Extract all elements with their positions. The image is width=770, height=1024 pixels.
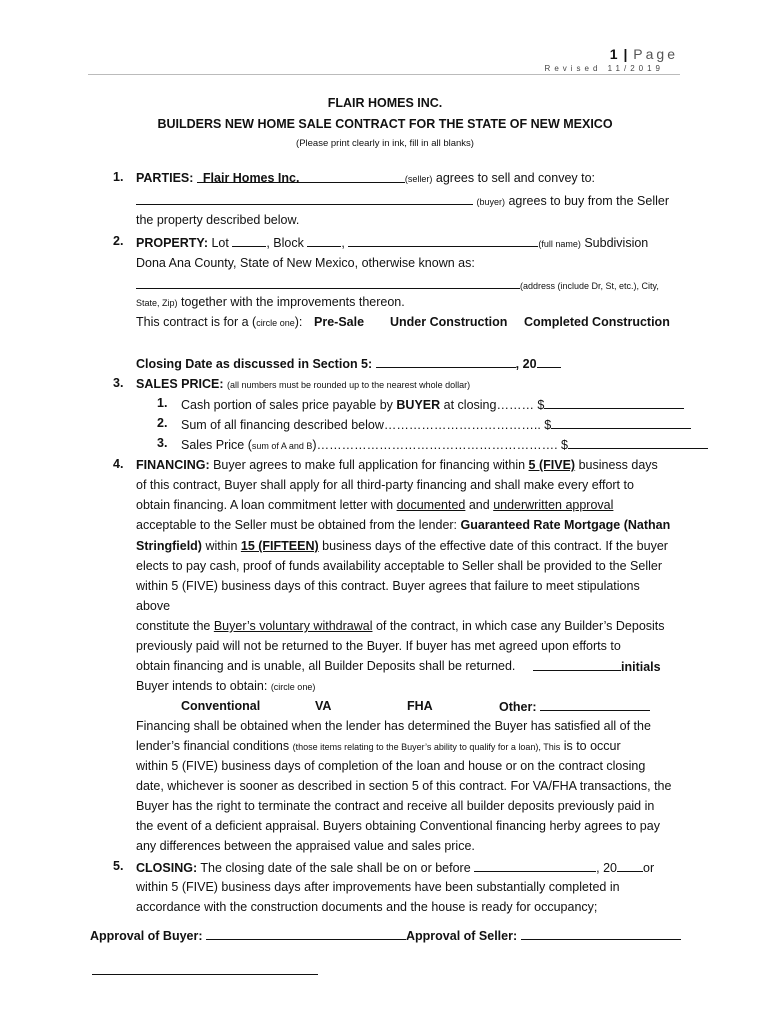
financing-text-3c: and: [465, 498, 494, 512]
option-under-construction[interactable]: Under Construction: [390, 315, 508, 329]
voluntary-withdrawal-underlined: Buyer’s voluntary withdrawal: [213, 619, 373, 633]
financing-line-10: previously paid will not be returned to the Buyer. If buyer has met agreed upon efforts to: [136, 639, 621, 653]
seller-approval-field[interactable]: [521, 927, 681, 940]
initials-label: initials: [621, 660, 661, 674]
block-label: , Block: [266, 236, 304, 250]
buyer-bold: BUYER: [396, 398, 441, 412]
sales-price-note: (all numbers must be rounded up to the nearest whole dollar): [227, 380, 471, 390]
buyer-tag: (buyer): [476, 197, 505, 207]
address-field[interactable]: [136, 276, 520, 289]
financing-line-13: Financing shall be obtained when the lender has determined the Buyer has satisfied all of the: [136, 719, 651, 733]
sales-item-1-text-b: at closing……… $: [440, 398, 545, 412]
section-2-number: 2.: [113, 234, 124, 248]
initials-line: [533, 658, 661, 675]
subdivision-name-field[interactable]: [348, 234, 538, 247]
seller-name-field[interactable]: [197, 170, 405, 183]
comma: ,: [341, 236, 345, 250]
financing-line-2: of this contract, Buyer shall apply for all third-party financing and shall make every effort to: [136, 478, 634, 492]
section-4-number: 4.: [113, 457, 124, 471]
financing-line-9: [136, 618, 665, 634]
parties-heading: PARTIES:: [136, 171, 194, 185]
financing-line-14: [136, 738, 621, 755]
closing-on-or-before-field[interactable]: [474, 859, 596, 872]
revised-date: Revised 11/2019: [544, 64, 664, 73]
financing-text-9a: constitute the: [136, 619, 214, 633]
page-number-header: [610, 46, 678, 62]
sales-price-heading: SALES PRICE:: [136, 377, 224, 391]
section-3-number: 3.: [113, 376, 124, 390]
footer-rule: [92, 974, 318, 975]
lender-name: Guaranteed Rate Mortgage (Nathan: [460, 518, 671, 532]
sales-item-1-text: Cash portion of sales price payable by: [181, 398, 397, 412]
financing-line-1: [136, 457, 658, 473]
loan-option-fha[interactable]: FHA: [407, 699, 433, 713]
sales-item-2: [181, 416, 691, 433]
buyer-name-field[interactable]: [136, 192, 473, 205]
page-number: 1: [609, 46, 619, 62]
financing-text-1c: business days: [575, 458, 658, 472]
sales-item-3-text-b: )…………………………………………………. $: [312, 438, 568, 452]
financing-line-8: above: [136, 599, 171, 613]
financing-line-18: the event of a deficient appraisal. Buyers obtaining Conventional financing herby agrees to pay: [136, 819, 660, 833]
closing-line-1: [136, 859, 654, 876]
section-1-number: 1.: [113, 170, 124, 184]
section-5-number: 5.: [113, 859, 124, 873]
improvements-text: together with the improvements thereon.: [181, 295, 405, 309]
financing-sum-field[interactable]: [551, 416, 691, 429]
block-field[interactable]: [307, 234, 341, 247]
page-separator: |: [623, 46, 629, 62]
closing-line-3: accordance with the construction documents and the house is ready for occupancy;: [136, 900, 598, 914]
sales-item-1: [181, 396, 684, 413]
financing-line-7: within 5 (FIVE) business days of this contract. Buyer agrees that failure to meet stipulations: [136, 579, 640, 593]
financing-heading: FINANCING:: [136, 458, 210, 472]
sales-price-line: [136, 376, 470, 393]
financing-text-4a: acceptable to the Seller must be obtained from the lender:: [136, 518, 461, 532]
sell-text: agrees to sell and convey to:: [435, 171, 596, 185]
option-completed-construction[interactable]: Completed Construction: [524, 315, 670, 329]
financing-text-14b: (those items relating to the Buyer’s ability to qualify for a loan), This: [292, 742, 561, 752]
closing-year-text: , 20: [596, 861, 618, 875]
lot-field[interactable]: [232, 234, 266, 247]
address-tag: (address (include Dr, St, etc.), City,: [520, 281, 659, 291]
address-line: [136, 276, 659, 294]
financing-line-16: date, whichever is sooner as described in section 5 of this contract. For VA/FHA transactions, the: [136, 779, 672, 793]
option-pre-sale[interactable]: Pre-Sale: [314, 315, 365, 329]
closing-year-prefix: , 20: [515, 357, 537, 371]
underwritten-approval-underlined: underwritten approval: [493, 498, 614, 512]
financing-text-5d: business days of the effective date of this contract. If the buyer: [318, 539, 668, 553]
seller-approval-label: Approval of Seller:: [406, 929, 518, 943]
circle-one-tag: circle one: [256, 318, 295, 328]
circle-one-note: (circle one): [270, 682, 316, 692]
buy-text: agrees to buy from the Seller: [508, 194, 669, 208]
company-title: FLAIR HOMES INC.: [327, 96, 443, 110]
property-heading: PROPERTY:: [136, 236, 208, 250]
contract-for-end: ):: [294, 315, 303, 329]
other-loan-field[interactable]: [540, 698, 650, 711]
buyer-approval-label: Approval of Buyer:: [90, 929, 203, 943]
county-text: Dona Ana County, State of New Mexico, otherwise known as:: [136, 256, 475, 270]
closing-year-field[interactable]: [537, 355, 561, 368]
seller-name-value: Flair Homes Inc.: [202, 171, 300, 185]
financing-line-17: Buyer has the right to terminate the contract and receive all builder deposits previously paid in: [136, 799, 655, 813]
closing-heading: CLOSING:: [136, 861, 198, 875]
subdivision-label: Subdivision: [584, 236, 649, 250]
other-label: Other:: [499, 700, 537, 714]
contract-type-line: [136, 314, 302, 331]
closing-or-text: or: [643, 861, 655, 875]
financing-text-9c: of the contract, in which case any Builder’s Deposits: [372, 619, 665, 633]
fifteen-days-bold: 15 (FIFTEEN): [240, 539, 319, 553]
financing-line-3: [136, 497, 613, 513]
closing-year-input[interactable]: [617, 859, 643, 872]
sales-item-2-number: 2.: [157, 416, 168, 430]
seller-tag: (seller): [404, 174, 433, 184]
closing-line-2: within 5 (FIVE) business days after improvements have been substantially completed in: [136, 880, 620, 894]
sales-item-1-number: 1.: [157, 396, 168, 410]
sum-note: sum of A and B: [251, 441, 313, 451]
section-1-line-1: [136, 170, 595, 187]
lot-label: Lot: [211, 236, 229, 250]
buyer-intends-text: Buyer intends to obtain:: [136, 679, 271, 693]
financing-line-6: elects to pay cash, proof of funds availability acceptable to Seller shall be provided to the Seller: [136, 559, 663, 573]
closing-date-line: [136, 355, 561, 372]
financing-text-14a: lender’s financial conditions: [136, 739, 293, 753]
financing-line-19: any differences between the appraised value and sales price.: [136, 839, 475, 853]
five-days-bold: 5 (FIVE): [528, 458, 576, 472]
financing-line-12: [136, 678, 315, 695]
contract-title: BUILDERS NEW HOME SALE CONTRACT FOR THE STATE OF NEW MEXICO: [157, 117, 613, 131]
page-word: Page: [633, 46, 678, 62]
instructions-text: (Please print clearly in ink, fill in all blanks): [296, 138, 474, 149]
full-name-tag: (full name): [538, 239, 581, 249]
sales-item-3-number: 3.: [157, 436, 168, 450]
closing-date-label: Closing Date as discussed in Section 5:: [136, 357, 373, 371]
financing-text-3a: obtain financing. A loan commitment letter with: [136, 498, 397, 512]
sales-price-field[interactable]: [568, 436, 708, 449]
approval-line: [90, 927, 681, 944]
section-1-line-2: [136, 192, 669, 210]
financing-text-11: obtain financing and is unable, all Builder Deposits shall be returned.: [136, 659, 516, 673]
header-divider: [88, 74, 680, 75]
loan-option-other: [499, 698, 650, 715]
lender-name-cont: Stringfield): [136, 539, 202, 553]
closing-date-field[interactable]: [376, 355, 516, 368]
cash-portion-field[interactable]: [544, 396, 684, 409]
sales-item-3-text: Sales Price (: [181, 438, 252, 452]
financing-text-1a: Buyer agrees to make full application for financing within: [213, 458, 529, 472]
financing-line-15: within 5 (FIVE) business days of completion of the loan and house or on the contract closing: [136, 759, 646, 773]
contract-for-text: This contract is for a (: [136, 315, 257, 329]
sales-item-3: [181, 436, 708, 454]
sales-item-2-text: Sum of all financing described below……………………………….. $: [181, 418, 552, 432]
financing-line-5: [136, 538, 668, 554]
improvements-line: [136, 294, 405, 311]
buyer-approval-field[interactable]: [206, 927, 406, 940]
initials-field[interactable]: [533, 658, 621, 671]
financing-text-5b: within: [201, 539, 241, 553]
state-zip-tag: State, Zip): [136, 298, 178, 308]
loan-option-va[interactable]: VA: [315, 699, 332, 713]
financing-text-14c: is to occur: [560, 739, 621, 753]
loan-option-conventional[interactable]: Conventional: [181, 699, 261, 713]
section-2-line-1: [136, 234, 648, 252]
financing-line-11: [136, 658, 515, 674]
closing-text-1a: The closing date of the sale shall be on or before: [200, 861, 475, 875]
section-1-line-3: the property described below.: [136, 213, 300, 227]
documented-underlined: documented: [396, 498, 466, 512]
financing-line-4: [136, 517, 670, 533]
